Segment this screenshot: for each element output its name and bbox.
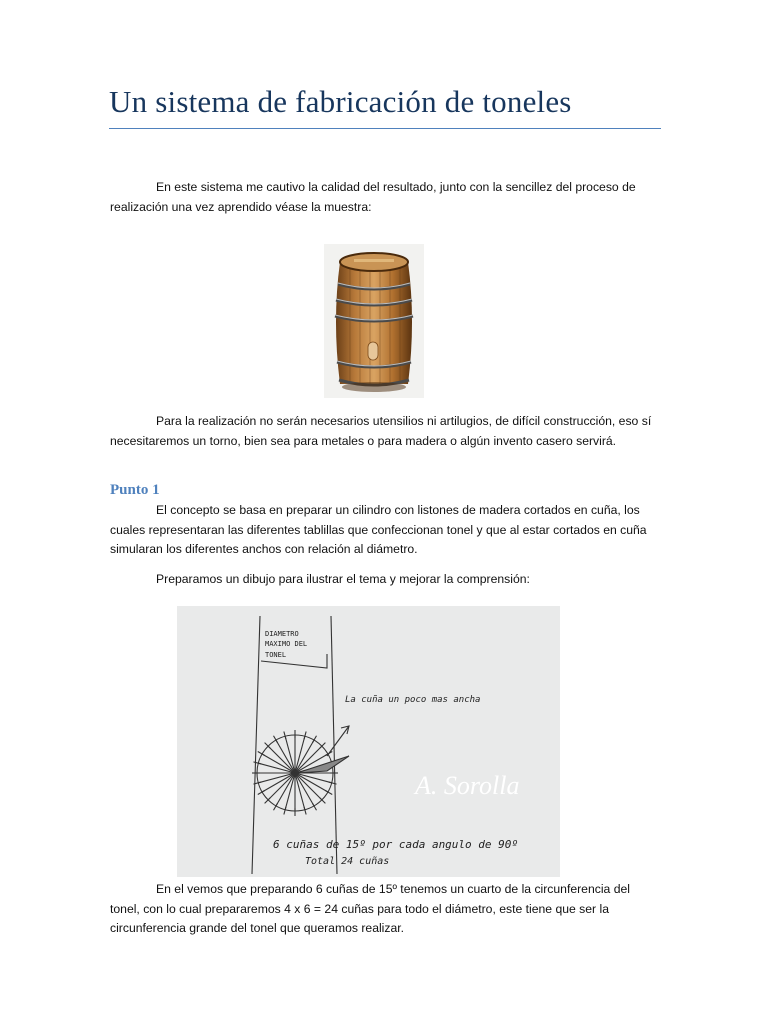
tools-paragraph: Para la realización no serán necesarios utensilios ni artilugios, de difícil construcción, eso sí necesitaremos un torno, bien sea para metales o para madera o algún invento casero servirá.: [110, 414, 652, 448]
barrel-sketch-drawing: [177, 606, 560, 877]
section-heading-punto-1: Punto 1: [110, 482, 160, 498]
barrel-photo: [324, 244, 424, 398]
sketch-label-cunas: 6 cuñas de 15º por cada angulo de 90º: [273, 838, 519, 851]
concept-paragraph: El concepto se basa en preparar un cilindro con listones de madera cortados en cuña, los cuales representaran las diferentes tablillas que confeccionan tonel y que al estar cortados en cuña simularan los diferentes anchos con relación al diámetro.: [110, 503, 647, 556]
intro-paragraph: En este sistema me cautivo la calidad del resultado, junto con la sencillez del proceso de realización una vez aprendido véase la muestra:: [110, 180, 636, 214]
sketch-paper: [177, 606, 560, 877]
drawing-intro-paragraph: Preparamos un dibujo para ilustrar el tema y mejorar la comprensión:: [156, 572, 530, 586]
sketch-label-diametro-2: MAXIMO DEL: [265, 640, 308, 648]
sketch-label-diametro-1: DIAMETRO: [265, 630, 299, 638]
document-title: Un sistema de fabricación de toneles: [109, 84, 572, 119]
sketch-watermark: A. Sorolla: [415, 771, 520, 800]
title-underline: [109, 128, 661, 129]
sketch-label-diametro-3: TONEL: [265, 651, 287, 659]
sketch-label-total: Total 24 cuñas: [305, 856, 390, 867]
sketch-label-cuna: La cuña un poco mas ancha: [345, 695, 481, 705]
conclusion-paragraph: En el vemos que preparando 6 cuñas de 15º tenemos un cuarto de la circunferencia del tonel, con lo cual prepararemos 4 x 6 = 24 cuñas para todo el diámetro, este tiene que ser la circunferencia grande del tonel que queramos realizar.: [110, 882, 630, 935]
